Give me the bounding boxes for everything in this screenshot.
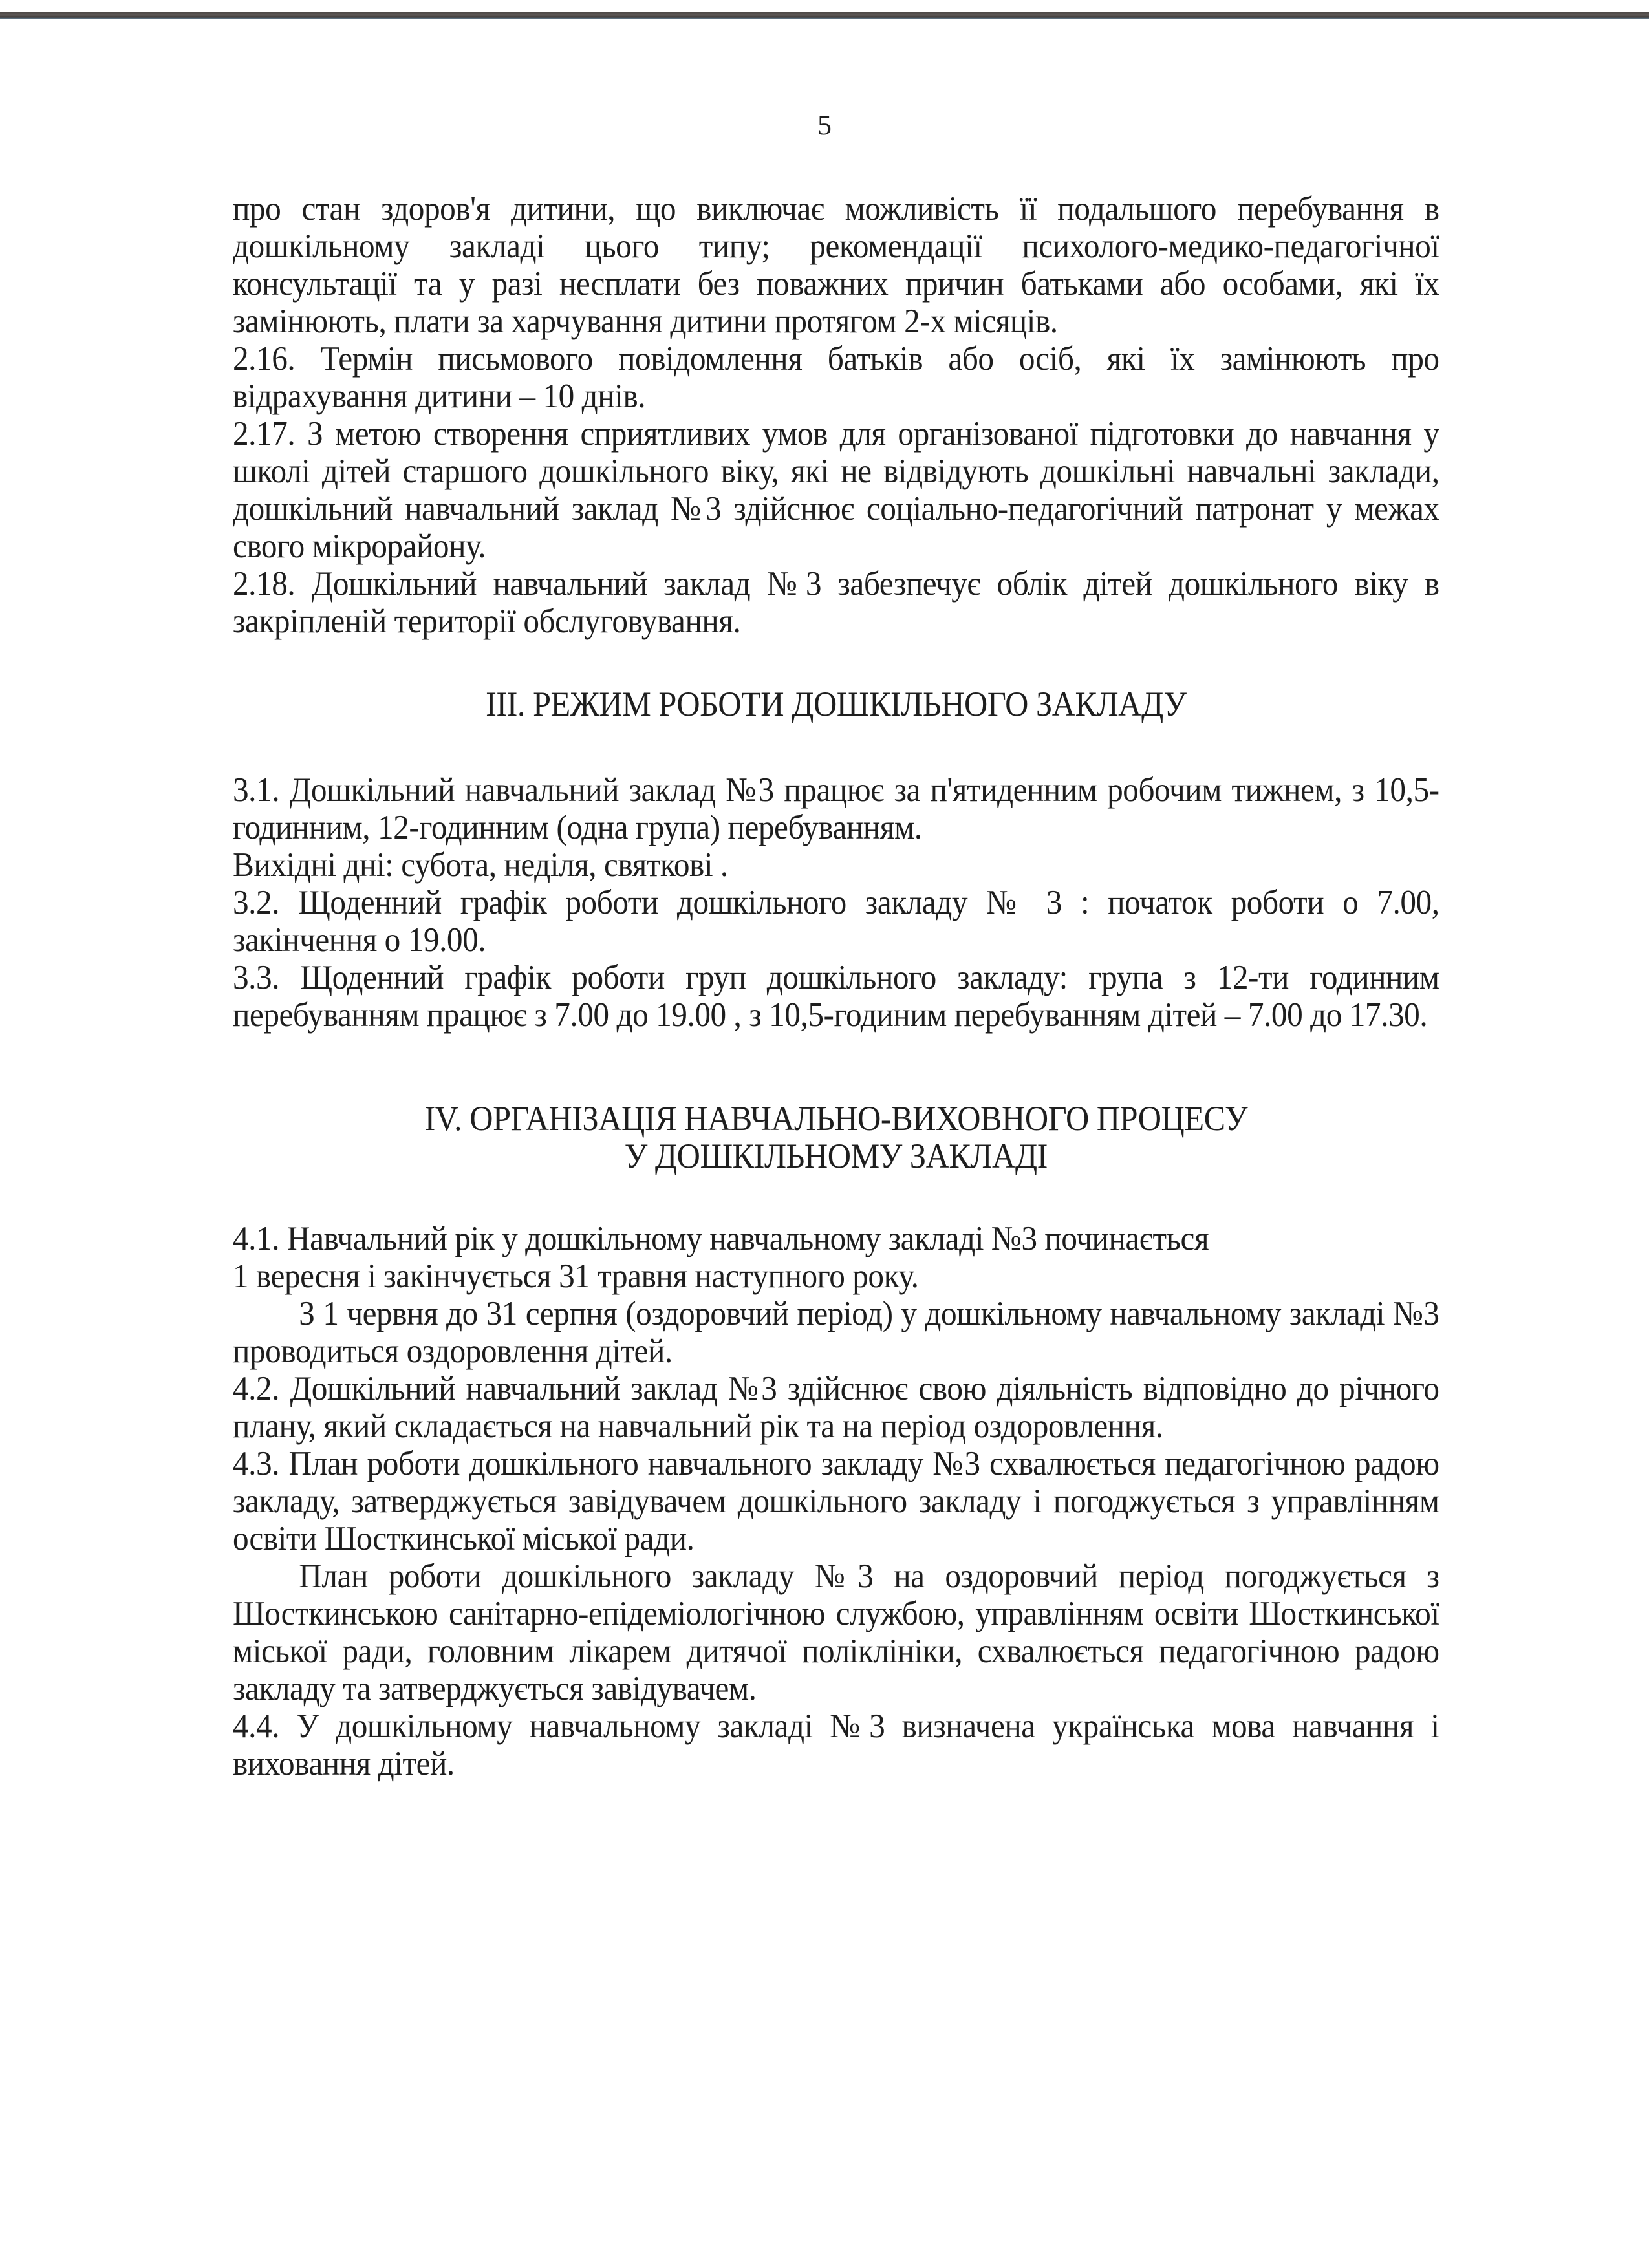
paragraph-2-18: 2.18. Дошкільний навчальний заклад №3 забезпечує облік дітей дошкільного віку в закріпленій території обслуговування. xyxy=(233,565,1439,640)
document-body xyxy=(233,190,1439,1782)
paragraph-summer-plan: План роботи дошкільного закладу №3 на оздоровчий період погоджується з Шосткинською санітарно-епідеміологічною службою, управлінням освіти Шосткинської міської ради, головним лікарем дитячої поліклініки, схвалюється педагогічною радою закладу та затверджується завідувачем. xyxy=(233,1557,1439,1707)
paragraph-days-off: Вихідні дні: субота, неділя, святкові . xyxy=(233,846,728,884)
paragraph-3-3: 3.3. Щоденний графік роботи груп дошкільного закладу: група з 12-ти годинним перебуванням працює з 7.00 до 19.00 , з 10,5-годиним перебуванням дітей – 7.00 до 17.30. xyxy=(233,959,1439,1034)
paragraph-2-15-continuation: про стан здоров'я дитини, що виключає можливість її подальшого перебування в дошкільному закладі цього типу; рекомендації психолого-медико-педагогічної консультації та у разі несплати без поважних причин батьками або особами, які їх замінюють, плати за харчування дитини протягом 2-х місяців. xyxy=(233,190,1439,340)
paragraph-4-3: 4.3. План роботи дошкільного навчального закладу №3 схвалюється педагогічною радою закладу, затверджується завідувачем дошкільного закладу і погоджується з управлінням освіти Шосткинської міської ради. xyxy=(233,1445,1439,1557)
paragraph-4-2: 4.2. Дошкільний навчальний заклад №3 здійснює свою діяльність відповідно до річного плану, який складається на навчальний рік та на період оздоровлення. xyxy=(233,1370,1439,1445)
paragraph-4-4: 4.4. У дошкільному навчальному закладі №3 визначена українська мова навчання і виховання дітей. xyxy=(233,1707,1439,1782)
section-4-heading xyxy=(233,1100,1439,1175)
paragraph-3-1: 3.1. Дошкільний навчальний заклад №3 працює за п'ятиденним робочим тижнем, з 10,5-годинним, 12-годинним (одна група) перебуванням. xyxy=(233,771,1439,846)
section-4-heading-line1: IV. ОРГАНІЗАЦІЯ НАВЧАЛЬНО-ВИХОВНОГО ПРОЦЕСУ xyxy=(424,1099,1248,1138)
paragraph-4-1: 4.1. Навчальний рік у дошкільному навчальному закладі №3 починається xyxy=(233,1220,1209,1257)
paragraph-3-2: 3.2. Щоденний графік роботи дошкільного закладу № 3 : початок роботи о 7.00, закінчення о 19.00. xyxy=(233,884,1439,959)
section-4-heading-line2: У ДОШКІЛЬНОМУ ЗАКЛАДІ xyxy=(624,1137,1048,1175)
paragraph-summer-period: З 1 червня до 31 серпня (оздоровчий період) у дошкільному навчальному закладі №3 проводиться оздоровлення дітей. xyxy=(233,1295,1439,1370)
paragraph-2-17: 2.17. З метою створення сприятливих умов для організованої підготовки до навчання у школі дітей старшого дошкільного віку, які не відвідують дошкільні навчальні заклади, дошкільний навчальний заклад №3 здійснює соціально-педагогічний патронат у межах свого мікрорайону. xyxy=(233,415,1439,565)
paragraph-4-1-dates: 1 вересня і закінчується 31 травня наступного року. xyxy=(233,1257,919,1295)
page-number: 5 xyxy=(817,109,832,141)
section-3-heading: ІІІ. РЕЖИМ РОБОТИ ДОШКІЛЬНОГО ЗАКЛАДУ xyxy=(486,685,1187,723)
paragraph-2-16: 2.16. Термін письмового повідомлення батьків або осіб, які їх замінюють про відрахування дитини – 10 днів. xyxy=(233,340,1439,415)
